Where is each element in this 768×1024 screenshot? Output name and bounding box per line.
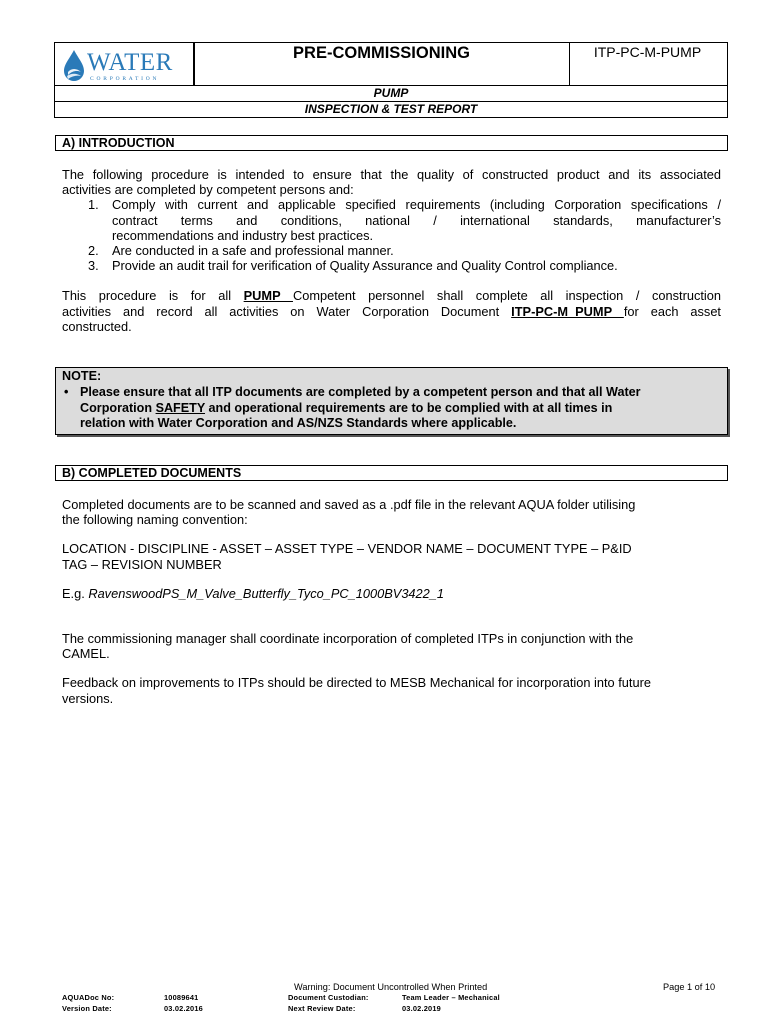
intro-line-2: activities are completed by competent persons and:: [62, 182, 354, 198]
note-line-1: Please ensure that all ITP documents are completed by a competent person and that all Water: [80, 385, 641, 399]
logo-subtext: CORPORATION: [90, 76, 160, 82]
aqua-doc-value: 10089641: [164, 993, 199, 1002]
list-item: [62, 258, 721, 273]
para2-line-2: [62, 304, 721, 319]
list-item: [62, 243, 721, 258]
custodian-label: Document Custodian:: [288, 993, 369, 1002]
list-item: [62, 197, 721, 243]
page-number: Page 1 of 10: [663, 982, 716, 992]
note-bullet-icon: •: [64, 385, 69, 399]
header-report-row: [54, 101, 728, 118]
docs-p4-line-2: versions.: [62, 690, 114, 706]
list-number: 2.: [88, 243, 99, 259]
version-date-value: 03.02.2016: [164, 1004, 203, 1013]
docs-p3-line-1: The commissioning manager shall coordinate incorporation of completed ITPs in conjunction with the: [62, 631, 634, 647]
list-item-line: Are conducted in a safe and professional manner.: [112, 243, 394, 259]
example-prefix: E.g.: [62, 585, 89, 601]
docs-p3-line-2: CAMEL.: [62, 646, 110, 662]
intro-line-1: The following procedure is intended to ensure that the quality of constructed product and its associated: [62, 167, 721, 182]
example-line: [62, 586, 728, 601]
note-body: [80, 385, 720, 432]
docs-p1-line-1: Completed documents are to be scanned and saved as a .pdf file in the relevant AQUA folder utilising: [62, 497, 636, 512]
para2-line-1: [62, 288, 721, 303]
note-label: NOTE:: [62, 369, 102, 383]
note-text: and operational requirements are to be complied with at all times in: [205, 400, 613, 415]
list-item-line: Comply with current and applicable specified requirements (including Corporation specifications /: [112, 197, 721, 213]
page-title: PRE-COMMISSIONING: [293, 44, 470, 62]
para2-line-3: constructed.: [62, 318, 132, 334]
aqua-doc-label: AQUADoc No:: [62, 993, 115, 1002]
naming-convention-line-2: TAG – REVISION NUMBER: [62, 556, 222, 572]
doc-code: ITP-PC-M-PUMP: [593, 44, 702, 60]
naming-convention-line-1: LOCATION - DISCIPLINE - ASSET – ASSET TYPE – VENDOR NAME – DOCUMENT TYPE – P&ID: [62, 541, 632, 557]
docs-p1-line-2: the following naming convention:: [62, 512, 248, 528]
itp-doc-ref: ITP-PC-M_PUMP: [511, 303, 624, 319]
para2-text: for each asset: [623, 303, 721, 319]
section-b-body: [62, 497, 728, 706]
header-subtitle-row: [54, 85, 728, 102]
section-b-heading: B) COMPLETED DOCUMENTS: [62, 466, 242, 480]
para2-text: activities and record all activities on Water Corporation Document: [62, 303, 512, 319]
intro-list: [62, 197, 721, 273]
section-a-heading-box: [55, 135, 728, 151]
para2-text: This procedure is for all: [62, 288, 244, 304]
list-item-line: Provide an audit trail for verification of Quality Assurance and Quality Control compliance.: [112, 258, 618, 274]
para2-text: Competent personnel shall complete all inspection / construction: [292, 288, 721, 304]
example-filename: RavenswoodPS_M_Valve_Butterfly_Tyco_PC_1000BV3422_1: [88, 585, 445, 601]
note-box: [55, 367, 728, 435]
version-date-label: Version Date:: [62, 1004, 112, 1013]
list-item-line: recommendations and industry best practices.: [112, 227, 374, 243]
header-subtitle-pump: PUMP: [373, 86, 409, 100]
logo-cell: [54, 42, 195, 86]
section-b-heading-box: [55, 465, 728, 481]
pump-ref: PUMP: [243, 288, 293, 304]
list-item-line: contract terms and conditions, national / international standards, manufacturer’s: [112, 212, 721, 228]
list-number: 3.: [88, 258, 99, 274]
header-subtitle-report: INSPECTION & TEST REPORT: [304, 102, 478, 116]
title-cell: [193, 42, 570, 86]
intro-block: [62, 167, 721, 334]
section-a-heading: A) INTRODUCTION: [62, 136, 175, 150]
docs-p4-line-1: Feedback on improvements to ITPs should be directed to MESB Mechanical for incorporation into future: [62, 675, 651, 691]
custodian-value: Team Leader – Mechanical: [402, 993, 500, 1002]
note-line-2: [80, 401, 720, 417]
doc-code-cell: [567, 42, 728, 86]
note-line-3: relation with Water Corporation and AS/NZS Standards where applicable.: [80, 416, 517, 430]
note-text: Corporation: [80, 400, 156, 415]
list-number: 1.: [88, 197, 99, 213]
review-date-value: 03.02.2019: [402, 1004, 441, 1013]
logo-wordmark: WATER: [87, 49, 173, 76]
review-date-label: Next Review Date:: [288, 1004, 356, 1013]
safety-ref: SAFETY: [155, 400, 206, 415]
footer-warning: Warning: Document Uncontrolled When Printed: [294, 982, 488, 992]
